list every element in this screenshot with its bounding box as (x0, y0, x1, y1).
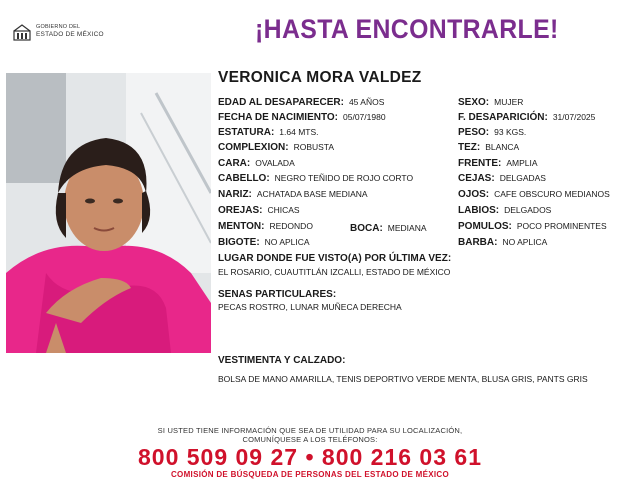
gov-line-2: ESTADO DE MÉXICO (36, 31, 104, 38)
label-frente: FRENTE: (458, 158, 502, 169)
last-seen-label: LUGAR DONDE FUE VISTO(A) POR ÚLTIMA VEZ: (218, 253, 452, 264)
field-pomulos (458, 220, 607, 233)
footer-info-line-1: SI USTED TIENE INFORMACIÓN QUE SEA DE UTILIDAD PARA SU LOCALIZACIÓN, (157, 426, 463, 435)
label-labios: LABIOS: (458, 205, 500, 216)
value-edad: 45 AÑOS (348, 97, 385, 107)
value-pomulos: POCO PROMINENTES (516, 221, 607, 231)
value-labios: DELGADOS (504, 205, 552, 215)
label-edad: EDAD AL DESAPARECER: (218, 97, 344, 108)
label-cejas: CEJAS: (458, 173, 495, 184)
gov-line-1: GOBIERNO DEL (36, 24, 81, 30)
field-ojos (458, 188, 610, 201)
label-barba: BARBA: (458, 237, 498, 248)
commission-name: COMISIÓN DE BÚSQUEDA DE PERSONAS DEL ESTADO DE MÉXICO (170, 470, 449, 479)
value-bigote: NO APLICA (264, 237, 310, 247)
value-ojos: CAFE OBSCURO MEDIANOS (494, 189, 610, 199)
value-sexo: MUJER (494, 97, 524, 107)
field-estatura (218, 126, 319, 139)
label-nacimiento: FECHA DE NACIMIENTO: (218, 112, 338, 123)
contact-phones: 800 509 09 27 • 800 216 03 61 (137, 444, 482, 470)
label-bigote: BIGOTE: (218, 237, 260, 248)
field-boca (350, 222, 427, 235)
field-peso (458, 126, 526, 139)
field-barba (458, 236, 547, 249)
field-nariz (218, 188, 368, 201)
particular-signs-label: SENAS PARTICULARES: (218, 289, 337, 300)
clothing-label: VESTIMENTA Y CALZADO: (218, 355, 346, 366)
label-sexo: SEXO: (458, 97, 490, 108)
footer-info-line-2: COMUNÍQUESE A LOS TELÉFONOS: (242, 435, 378, 444)
clothing-value: BOLSA DE MANO AMARILLA, TENIS DEPORTIVO VERDE MENTA, BLUSA GRIS, PANTS GRIS (218, 374, 588, 384)
label-peso: PESO: (458, 127, 490, 138)
field-cabello (218, 172, 413, 185)
value-peso: 93 KGS. (494, 127, 527, 137)
label-complexion: COMPLEXION: (218, 142, 289, 153)
field-menton (218, 220, 313, 233)
label-tez: TEZ: (458, 142, 481, 153)
government-name (36, 23, 104, 39)
label-nariz: NARIZ: (218, 189, 252, 200)
person-name: VERONICA MORA VALDEZ (218, 69, 422, 86)
value-cara: OVALADA (255, 158, 295, 168)
label-desaparicion: F. DESAPARICIÓN: (458, 112, 548, 123)
field-cejas (458, 172, 546, 185)
value-menton: REDONDO (269, 221, 313, 231)
label-ojos: OJOS: (458, 189, 490, 200)
value-nacimiento: 05/07/1980 (343, 112, 386, 122)
value-complexion: ROBUSTA (293, 142, 335, 152)
label-menton: MENTON: (218, 221, 265, 232)
field-desaparicion (458, 111, 595, 124)
value-cejas: DELGADAS (499, 173, 546, 183)
last-seen-value: EL ROSARIO, CUAUTITLÁN IZCALLI, ESTADO DE MÉXICO (218, 267, 451, 277)
field-nacimiento (218, 111, 386, 124)
label-pomulos: POMULOS: (458, 221, 512, 232)
label-boca: BOCA: (350, 223, 383, 234)
field-labios (458, 204, 551, 217)
field-cara (218, 157, 295, 170)
field-orejas (218, 204, 300, 217)
state-emblem-icon (12, 22, 32, 42)
label-cabello: CABELLO: (218, 173, 270, 184)
value-nariz: ACHATADA BASE MEDIANA (256, 189, 368, 199)
field-complexion (218, 141, 334, 154)
headline: ¡HASTA ENCONTRARLE! (255, 14, 559, 44)
value-cabello: NEGRO TEÑIDO DE ROJO CORTO (274, 173, 414, 183)
label-estatura: ESTATURA: (218, 127, 275, 138)
government-logo (12, 20, 124, 46)
value-barba: NO APLICA (502, 237, 548, 247)
value-orejas: CHICAS (267, 205, 300, 215)
field-frente (458, 157, 538, 170)
value-frente: AMPLIA (506, 158, 538, 168)
value-boca: MEDIANA (387, 223, 427, 233)
field-edad (218, 96, 384, 109)
label-orejas: OREJAS: (218, 205, 263, 216)
field-tez (458, 141, 519, 154)
particular-signs-value: PECAS ROSTRO, LUNAR MUÑECA DERECHA (218, 302, 402, 312)
person-photo-illustration (6, 73, 211, 353)
label-cara: CARA: (218, 158, 251, 169)
value-desaparicion: 31/07/2025 (552, 112, 596, 122)
field-bigote (218, 236, 310, 249)
value-tez: BLANCA (485, 142, 520, 152)
missing-person-photo (6, 73, 211, 353)
value-estatura: 1.64 MTS. (279, 127, 319, 137)
field-sexo (458, 96, 523, 109)
